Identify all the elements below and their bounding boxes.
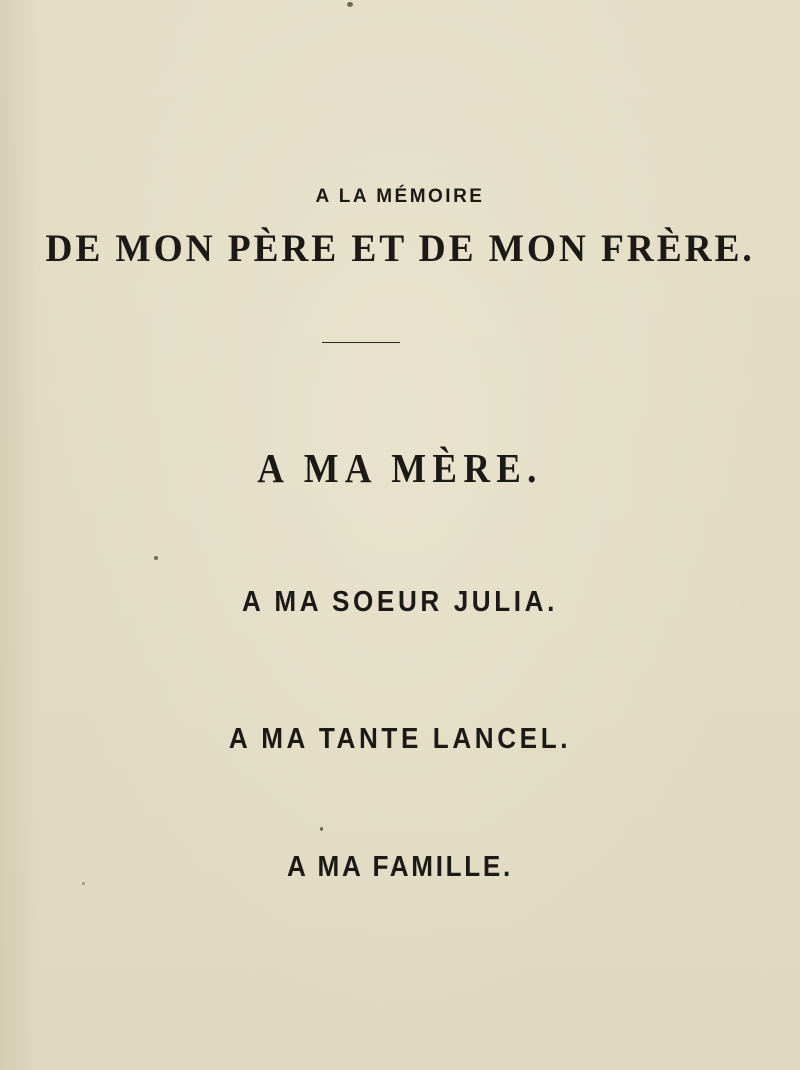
- ink-speck: [320, 827, 323, 831]
- dedication-family: A MA FAMILLE.: [286, 851, 513, 883]
- dedication-aunt: A MA TANTE LANCEL.: [228, 723, 572, 755]
- divider-rule: [322, 342, 400, 343]
- dedication-mother: A MA MÈRE.: [257, 445, 543, 491]
- dedication-memorial-heading: A LA MÉMOIRE: [315, 186, 485, 207]
- ink-speck: [347, 2, 353, 7]
- dedication-sister: A MA SOEUR JULIA.: [242, 586, 558, 618]
- dedication-memorial-names: DE MON PÈRE ET DE MON FRÈRE.: [45, 227, 755, 270]
- ink-speck: [154, 556, 158, 560]
